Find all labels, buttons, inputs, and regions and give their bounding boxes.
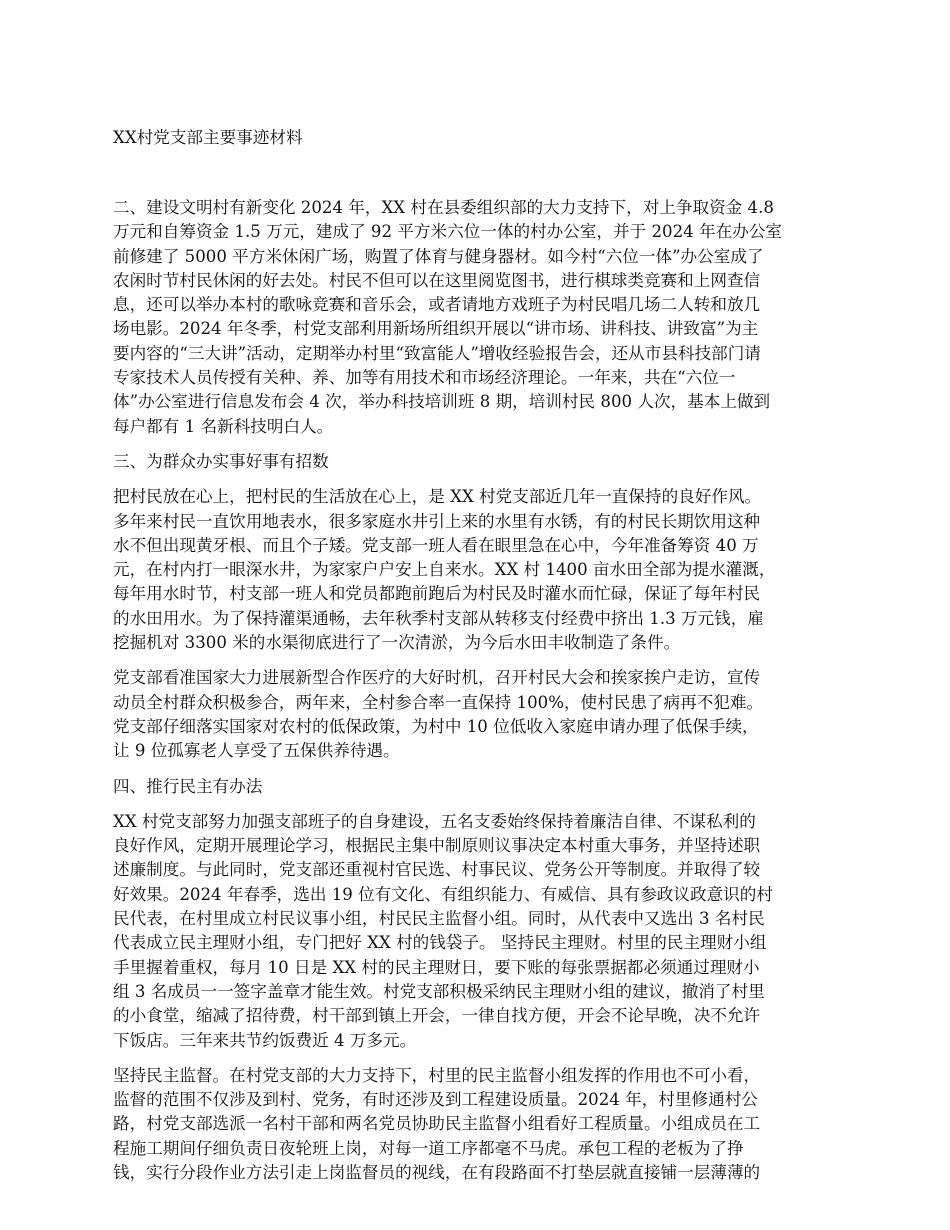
text-line: 的水田用水。为了保持灌渠通畅，去年秋季村支部从转移支付经费中挤出 1.3 万元钱，雇 [113, 608, 764, 628]
paragraph [113, 485, 843, 655]
text-line: XX 村党支部努力加强支部班子的自身建设，五名支委始终保持着廉洁自律、不谋私利的 [113, 811, 756, 831]
text-line: 良好作风，定期开展理论学习，根据民主集中制原则议事决定本村重大事务，并坚持述职 [113, 836, 761, 856]
text-line: 专家技术人员传授有关种、养、加等有用技术和市场经济理论。一年来，共在“六位一 [113, 368, 736, 388]
text-line: 水不但出现黄牙根、而且个子矮。党支部一班人看在眼里急在心中，今年准备筹资 40 万 [113, 535, 759, 555]
text-line: 代表成立民主理财小组，专门把好 XX 村的钱袋子。 坚持民主理财。村里的民主理财小组 [113, 933, 767, 953]
text-line: 二、建设文明村有新变化 2024 年，XX 村在县委组织部的大力支持下，对上争取资金 4.8 [113, 198, 774, 217]
text-line: 的小食堂，缩减了招待费，村干部到镇上开会，一律自找方便，开会不论早晚，决不允许 [113, 1006, 761, 1026]
text-line: 息，还可以举办本村的歌咏竞赛和音乐会，或者请地方戏班子为村民唱几场二人转和放几 [113, 295, 761, 315]
text-line: 述廉制度。与此同时，党支部还重视村官民选、村事民议、党务公开等制度。并取得了较 [113, 860, 761, 880]
paragraph [113, 1064, 843, 1185]
text-line: 党支部看准国家大力进展新型合作医疗的大好时机，召开村民大会和挨家挨户走访，宣传 [113, 668, 761, 688]
text-line: 农闲时节村民休闲的好去处。村民不但可以在这里阅览图书，进行棋球类竞赛和上网查信 [113, 270, 761, 290]
text-line: 民代表，在村里成立村民议事小组，村民民主监督小组。同时，从代表中又选出 3 名村民 [113, 909, 765, 929]
text-line: 下饭店。三年来共节约饭费近 4 万多元。 [113, 1030, 417, 1050]
paragraph [113, 810, 843, 1053]
text-line: 路，村党支部选派一名村干部和两名党员协助民主监督小组看好工程质量。小组成员在工 [113, 1114, 761, 1134]
text-line: 场电影。2024 年冬季，村党支部利用新场所组织开展以“讲市场、讲科技、讲致富”为主 [113, 319, 759, 339]
paragraph [113, 666, 843, 763]
text-line: 四、推行民主有办法 [113, 776, 263, 796]
text-line: 三、为群众办实事好事有招数 [113, 451, 329, 471]
text-line: 每年用水时节，村支部一班人和党员都跑前跑后为村民及时灌水而忙碌，保证了每年村民 [113, 584, 761, 604]
text-line: 元，在村内打一眼深水井，为家家户户安上自来水。XX 村 1400 亩水田全部为提水灌溉， [113, 560, 776, 580]
text-line: 动员全村群众积极参合，两年来，全村参合率一直保持 100%，使村民患了病再不犯难。 [113, 692, 764, 712]
text-line: 程施工期间仔细负责日夜轮班上岗，对每一道工序都毫不马虎。承包工程的老板为了挣 [113, 1138, 744, 1158]
document-body [113, 196, 843, 1196]
text-line: 每户都有 1 名新科技明白人。 [113, 416, 334, 436]
text-line: 手里握着重权，每月 10 日是 XX 村的民主理财日，要下账的每张票据都必须通过理财小 [113, 957, 760, 977]
text-line: 党支部仔细落实国家对农村的低保政策，为村中 10 位低收入家庭申请办理了低保手续， [113, 716, 759, 736]
section-heading [113, 775, 843, 799]
text-line: 监督的范围不仅涉及到村、党务，有时还涉及到工程建设质量。2024 年，村里修通村公 [113, 1090, 758, 1110]
text-line: 万元和自筹资金 1.5 万元，建成了 92 平方米六位一体的村办公室，并于 2024 年在办公室 [113, 222, 782, 242]
text-line: 好效果。2024 年春季，选出 19 位有文化、有组织能力、有威信、具有参政议政意识的村 [113, 884, 773, 904]
text-line: 前修建了 5000 平方米休闲广场，购置了体育与健身器材。如今村“六位一体”办公室成了 [113, 246, 764, 266]
section-heading [113, 450, 843, 474]
text-line: 钱，实行分段作业方法引走上岗监督员的视线，在有段路面不打垫层就直接铺一层薄薄的 [113, 1162, 761, 1182]
text-line: 坚持民主监督。在村党支部的大力支持下，村里的民主监督小组发挥的作用也不可小看， [113, 1065, 761, 1085]
text-line: 把村民放在心上，把村民的生活放在心上，是 XX 村党支部近几年一直保持的良好作风。 [113, 487, 762, 507]
paragraph [113, 196, 843, 439]
text-line: 组 3 名成员一一签字盖章才能生效。村党支部积极采纳民主理财小组的建议，撤消了村里 [113, 981, 765, 1001]
document-title: XX村党支部主要事迹材料 [113, 128, 303, 147]
text-line: 要内容的“三大讲”活动，定期举办村里“致富能人”增收经验报告会，还从市县科技部门请 [113, 343, 761, 363]
text-line: 多年来村民一直饮用地表水，很多家庭水井引上来的水里有水锈，有的村民长期饮用这种 [113, 511, 761, 531]
text-line: 体”办公室进行信息发布会 4 次，举办科技培训班 8 期，培训村民 800 人次，基本上做到 [113, 392, 771, 412]
text-line: 挖掘机对 3300 米的水渠彻底进行了一次清淤，为今后水田丰收制造了条件。 [113, 633, 681, 653]
text-line: 让 9 位孤寡老人享受了五保供养待遇。 [113, 741, 400, 761]
